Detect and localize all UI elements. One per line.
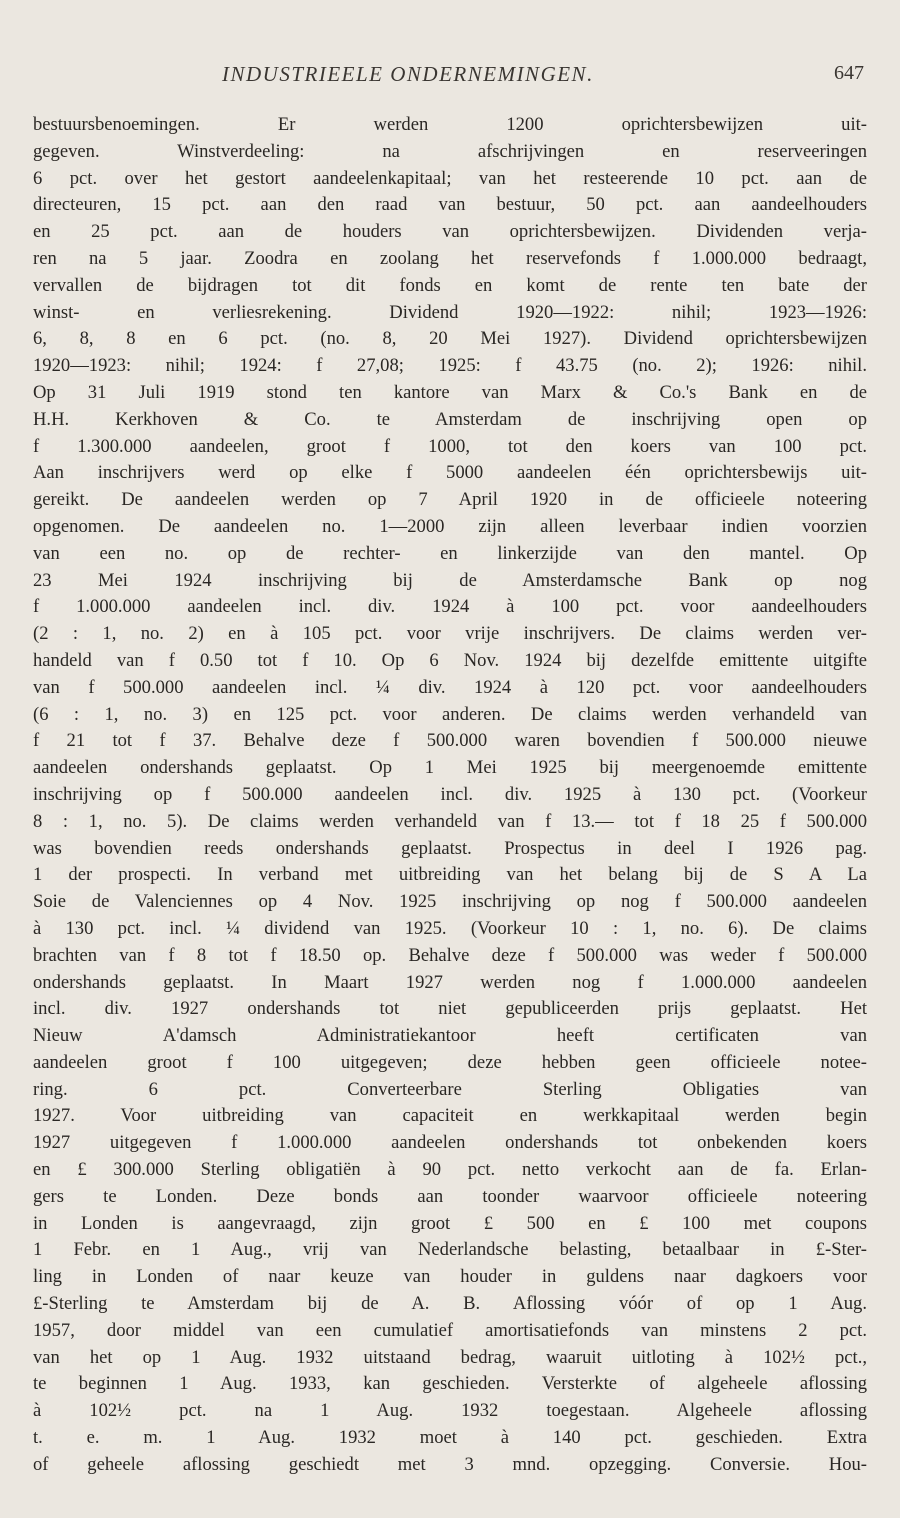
text-line: Aan inschrijvers werd op elke f 5000 aandeelen één oprichtersbewijs uit- (33, 462, 867, 484)
text-line: 1927. Voor uitbreiding van capaciteit en werkkapitaal werden begin (33, 1105, 867, 1127)
text-line: ondershands geplaatst. In Maart 1927 werden nog f 1.000.000 aandeelen (33, 971, 867, 993)
text-line: 6 pct. over het gestort aandeelenkapitaal; van het resteerende 10 pct. aan de (33, 167, 867, 189)
text-line: of geheele aflossing geschiedt met 3 mnd. opzegging. Conversie. Hou- (33, 1453, 867, 1475)
text-line: ling in Londen of naar keuze van houder in guldens naar dagkoers voor (33, 1266, 867, 1288)
text-line: inschrijving op f 500.000 aandeelen incl. div. 1925 à 130 pct. (Voorkeur (33, 783, 867, 805)
text-line: 8 : 1, no. 5). De claims werden verhandeld van f 13.— tot f 18 25 f 500.000 (33, 810, 867, 832)
text-line: Op 31 Juli 1919 stond ten kantore van Marx & Co.'s Bank en de (33, 381, 867, 403)
text-line: 1927 uitgegeven f 1.000.000 aandeelen ondershands tot onbekenden koers (33, 1132, 867, 1154)
running-title: INDUSTRIEELE ONDERNEMINGEN. (222, 62, 594, 86)
text-line: 23 Mei 1924 inschrijving bij de Amsterdamsche Bank op nog (33, 569, 867, 591)
text-line: van een no. op de rechter- en linkerzijde van den mantel. Op (33, 542, 867, 564)
text-line: à 130 pct. incl. ¼ dividend van 1925. (Voorkeur 10 : 1, no. 6). De claims (33, 917, 867, 939)
text-line: 1920—1923: nihil; 1924: f 27,08; 1925: f 43.75 (no. 2); 1926: nihil. (33, 355, 867, 377)
text-line: (2 : 1, no. 2) en à 105 pct. voor vrije inschrijvers. De claims werden ver- (33, 623, 867, 645)
text-line: gereikt. De aandeelen werden op 7 April 1920 in de officieele noteering (33, 489, 867, 511)
text-line: directeuren, 15 pct. aan den raad van bestuur, 50 pct. aan aandeelhouders (33, 194, 867, 216)
text-line: ring. 6 pct. Converteerbare Sterling Obligaties van (33, 1078, 867, 1100)
text-line: 1 der prospecti. In verband met uitbreiding van het belang bij de S A La (33, 864, 867, 886)
text-line: in Londen is aangevraagd, zijn groot £ 500 en £ 100 met coupons (33, 1212, 867, 1234)
text-line: à 102½ pct. na 1 Aug. 1932 toegestaan. Algeheele aflossing (33, 1400, 867, 1422)
text-line: t. e. m. 1 Aug. 1932 moet à 140 pct. geschieden. Extra (33, 1427, 867, 1449)
text-line: winst- en verliesrekening. Dividend 1920—1922: nihil; 1923—1926: (33, 301, 867, 323)
text-line: Soie de Valenciennes op 4 Nov. 1925 inschrijving op nog f 500.000 aandeelen (33, 891, 867, 913)
text-line: gegeven. Winstverdeeling: na afschrijvingen en reserveeringen (33, 140, 867, 162)
text-line: f 21 tot f 37. Behalve deze f 500.000 waren bovendien f 500.000 nieuwe (33, 730, 867, 752)
text-line: en £ 300.000 Sterling obligatiën à 90 pct. netto verkocht aan de fa. Erlan- (33, 1159, 867, 1181)
text-line: 1957, door middel van een cumulatief amortisatiefonds van minstens 2 pct. (33, 1319, 867, 1341)
text-line: handeld van f 0.50 tot f 10. Op 6 Nov. 1924 bij dezelfde emittente uitgifte (33, 649, 867, 671)
text-line: van f 500.000 aandeelen incl. ¼ div. 1924 à 120 pct. voor aandeelhouders (33, 676, 867, 698)
text-line: H.H. Kerkhoven & Co. te Amsterdam de inschrijving open op (33, 408, 867, 430)
text-line: bestuursbenoemingen. Er werden 1200 oprichtersbewijzen uit- (33, 114, 867, 135)
text-line: vervallen de bijdragen tot dit fonds en komt de rente ten bate der (33, 274, 867, 296)
text-line: brachten van f 8 tot f 18.50 op. Behalve deze f 500.000 was weder f 500.000 (33, 944, 867, 966)
body-text (33, 112, 867, 1479)
text-line: 1 Febr. en 1 Aug., vrij van Nederlandsche belasting, betaalbaar in £-Ster- (33, 1239, 867, 1261)
text-line: ren na 5 jaar. Zoodra en zoolang het reservefonds f 1.000.000 bedraagt, (33, 247, 867, 269)
text-line: f 1.300.000 aandeelen, groot f 1000, tot den koers van 100 pct. (33, 435, 867, 457)
text-line: was bovendien reeds ondershands geplaatst. Prospectus in deel I 1926 pag. (33, 837, 867, 859)
text-line: te beginnen 1 Aug. 1933, kan geschieden. Versterkte of algeheele aflossing (33, 1373, 867, 1395)
text-line: 6, 8, 8 en 6 pct. (no. 8, 20 Mei 1927). Dividend oprichtersbewijzen (33, 328, 867, 350)
text-line: (6 : 1, no. 3) en 125 pct. voor anderen. De claims werden verhandeld van (33, 703, 867, 725)
text-line: £-Sterling te Amsterdam bij de A. B. Aflossing vóór of op 1 Aug. (33, 1293, 867, 1315)
text-line: aandeelen ondershands geplaatst. Op 1 Mei 1925 bij meergenoemde emittente (33, 757, 867, 779)
text-line: Nieuw A'damsch Administratiekantoor heeft certificaten van (33, 1025, 867, 1047)
page-header (0, 62, 900, 90)
page-number: 647 (834, 62, 864, 84)
text-line: en 25 pct. aan de houders van oprichtersbewijzen. Dividenden verja- (33, 221, 867, 243)
text-line: aandeelen groot f 100 uitgegeven; deze hebben geen officieele notee- (33, 1051, 867, 1073)
text-line: opgenomen. De aandeelen no. 1—2000 zijn alleen leverbaar indien voorzien (33, 515, 867, 537)
text-line: f 1.000.000 aandeelen incl. div. 1924 à 100 pct. voor aandeelhouders (33, 596, 867, 618)
text-line: gers te Londen. Deze bonds aan toonder waarvoor officieele noteering (33, 1185, 867, 1207)
text-line: van het op 1 Aug. 1932 uitstaand bedrag, waaruit uitloting à 102½ pct., (33, 1346, 867, 1368)
text-line: incl. div. 1927 ondershands tot niet gepubliceerden prijs geplaatst. Het (33, 998, 867, 1020)
